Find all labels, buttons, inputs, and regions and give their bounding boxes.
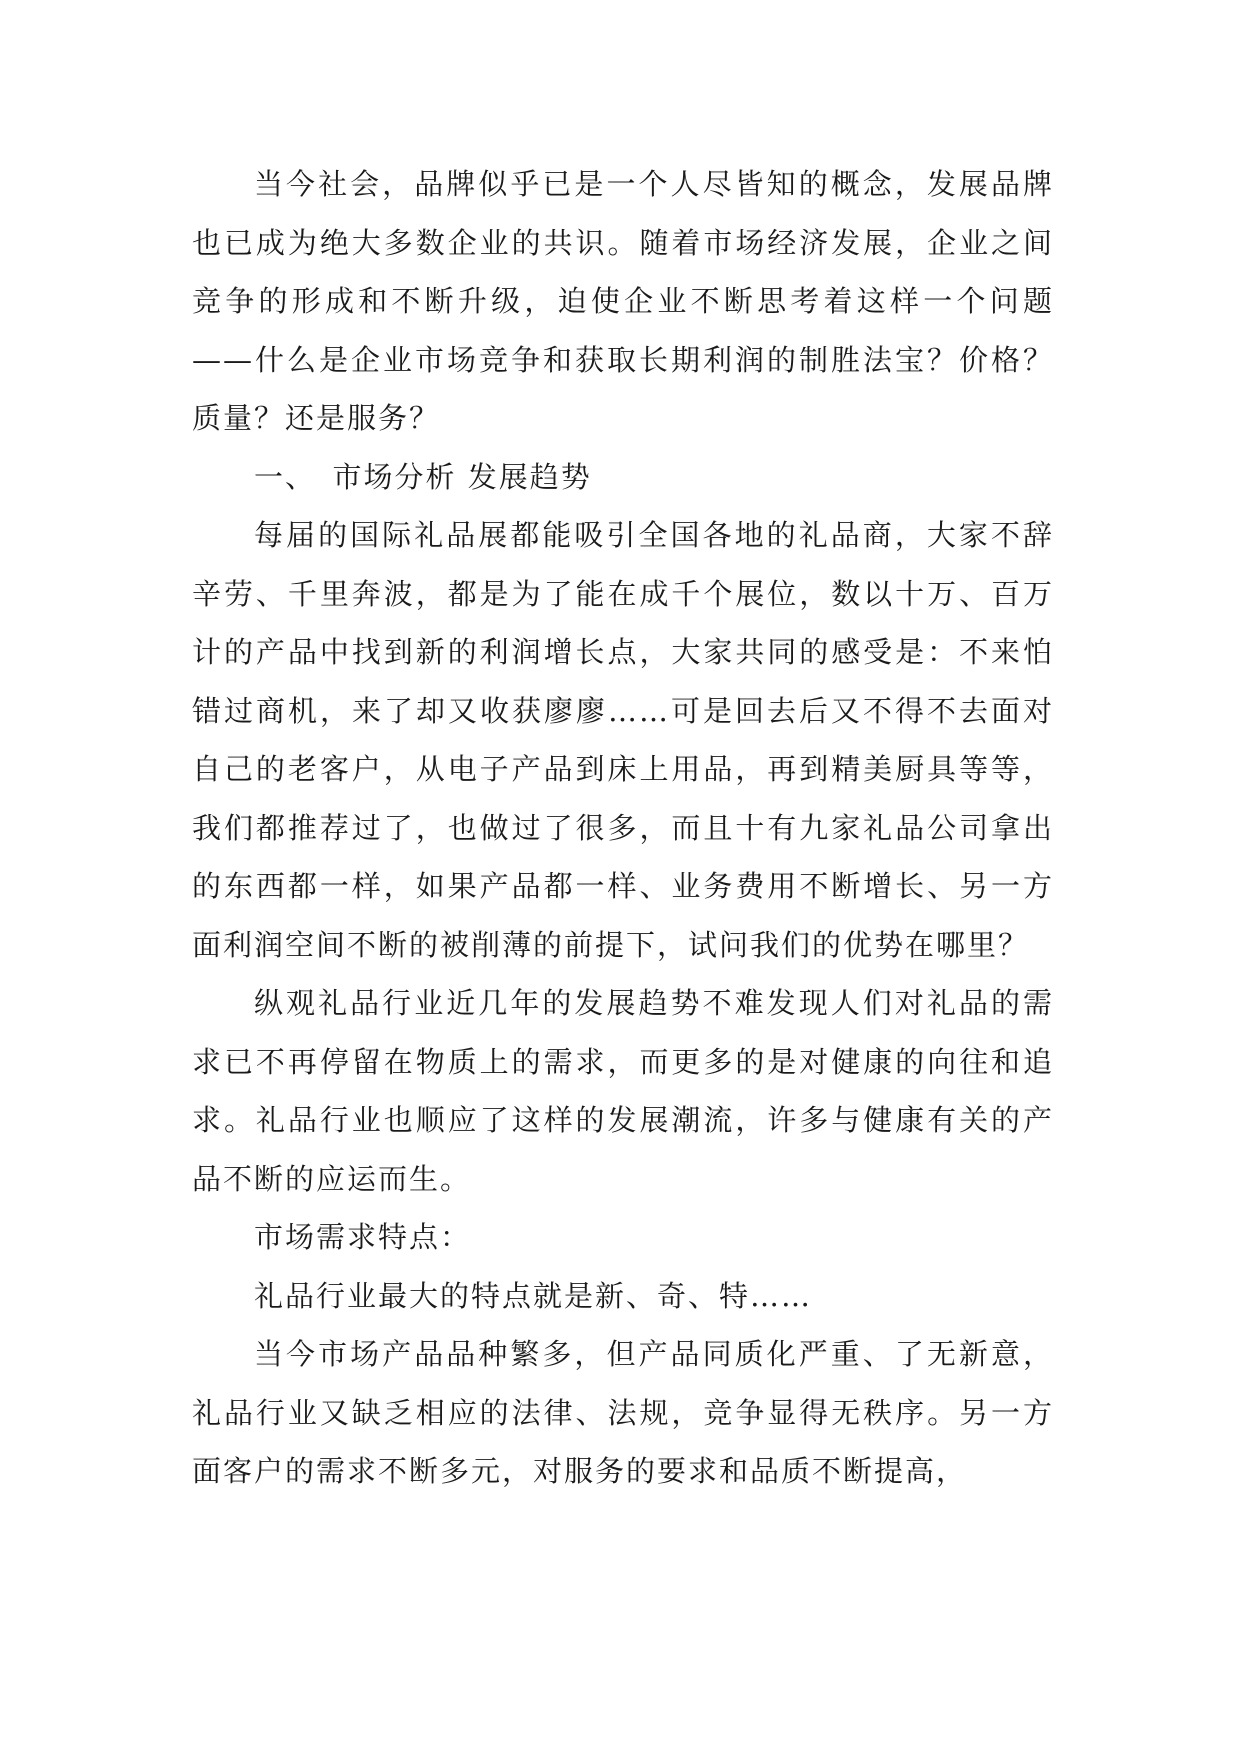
- paragraph-market-status: 当今市场产品品种繁多，但产品同质化严重、了无新意，礼品行业又缺乏相应的法律、法规，竞争显得无秩序。另一方面客户的需求不断多元，对服务的要求和品质不断提高，: [192, 1337, 1054, 1488]
- paragraph-demand-heading: 市场需求特点：: [254, 1220, 472, 1254]
- document-body: [192, 155, 1054, 1501]
- paragraph-gift-fair: 每届的国际礼品展都能吸引全国各地的礼品商，大家不辞辛劳、千里奔波，都是为了能在成千个展位，数以十万、百万计的产品中找到新的利润增长点，大家共同的感受是：不来怕错过商机，来了却又收获廖廖……可是回去后又不得不去面对自己的老客户，从电子产品到床上用品，再到精美厨具等等，我们都推荐过了，也做过了很多，而且十有九家礼品公司拿出的东西都一样，如果产品都一样、业务费用不断增长、另一方面利润空间不断的被削薄的前提下，试问我们的优势在哪里？: [192, 518, 1054, 962]
- paragraph-intro: 当今社会，品牌似乎已是一个人尽皆知的概念，发展品牌也已成为绝大多数企业的共识。随着市场经济发展，企业之间竞争的形成和不断升级，迫使企业不断思考着这样一个问题——什么是企业市场竞争和获取长期利润的制胜法宝？价格？质量？还是服务？: [192, 167, 1054, 435]
- section-heading: 一、 市场分析 发展趋势: [254, 459, 592, 494]
- paragraph-industry-feature: 礼品行业最大的特点就是新、奇、特……: [254, 1278, 813, 1313]
- paragraph-trend: 纵观礼品行业近几年的发展趋势不难发现人们对礼品的需求已不再停留在物质上的需求，而更多的是对健康的向往和追求。礼品行业也顺应了这样的发展潮流，许多与健康有关的产品不断的应运而生。: [192, 986, 1054, 1196]
